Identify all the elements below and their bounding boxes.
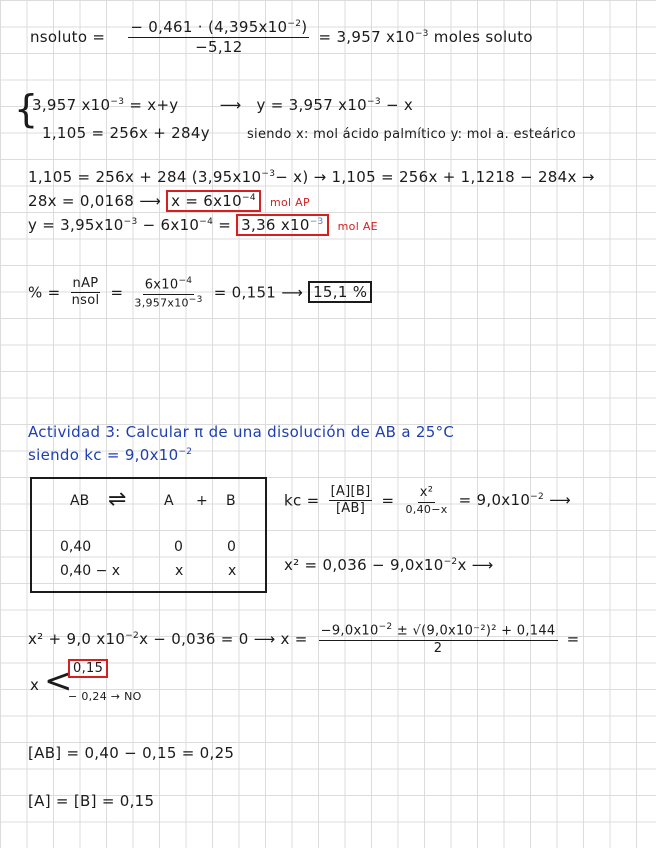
system-eq1-left: 3,957 $x10^{-3}$ [32,96,125,114]
nsoluto-fraction [128,18,309,57]
equilibrium-b: x [228,563,237,579]
percent-result-box: 15,1 % [308,281,372,303]
line-percentage: % = $\frac{\text{nAP}}{\text{nsol}}$ = $\frac{6x10^{-4}}{3,957x10^{-3}}$ = 0,151 ⟶ 15,1 % [28,276,372,310]
nsoluto-numerator: − $0,461 \cdot (4,395x10^{-2})$ [130,18,308,36]
solve-x-expression: 28x = 0,0168 ⟶ [28,192,162,210]
variable-definitions: siendo x: mol ácido palmítico y: mol a. esteárico [246,127,577,142]
nsoluto-label: nsoluto = [30,27,106,46]
arrow: ⟶ [219,96,242,114]
initial-a: 0 [174,539,183,555]
y-expression-computed: $y = 3,95x10^{-3} - 6x10^{-4}$ = [28,216,232,234]
species-a: A [164,493,174,509]
percent-decimal: = 0,151 ⟶ [213,283,304,302]
ratio-fraction: $\frac{\text{nAP}}{\text{nsol}}$ [71,276,100,309]
line-substitution: 1,105 = 256x + 284 $(3,95x10^{-3}- x) \to 1,105 = 256x + 1,1218 - 284x$ → [28,168,595,186]
line-ab-concentration: [AB] = 0,40 − 0,15 = 0,25 [28,744,235,762]
mol-ae-note: mol AE [337,220,378,233]
species-ab: AB [70,493,90,509]
line-system-1 [32,96,413,114]
line-nsoluto [30,18,533,57]
line-quadratic: x² + 9,0 $x10^{-2}x - 0,036 = 0$ ⟶ x = $\frac{-9,0x10^{-2} \pm √(9,0x10^{-2})^2 + 0,144}{2}$ = [28,622,580,656]
x-result-box: $x = 6x10^{-4}$ [166,190,261,212]
quadratic-equation: x² + 9,0 $x10^{-2}x - 0,036 = 0$ ⟶ x = [28,629,308,648]
positive-root-box: 0,15 [68,659,108,678]
solution-branch: < [44,661,73,701]
nsoluto-denominator: −5,12 [195,37,243,56]
solution-x-label: x [30,676,40,694]
equals-sign: = [318,27,332,46]
activity-kc-given: siendo kc = $9,0x10^{-2}$ [28,446,193,464]
line-system-2 [42,124,576,142]
line-solve-x [28,192,310,210]
initial-b: 0 [227,539,236,555]
positive-root [68,658,108,676]
negative-root: − 0,24 → NO [68,690,142,703]
y-result-box: 3,36 $x10^{-3}$ [236,214,328,236]
quadratic-formula: $\frac{-9,0x10^{-2} \pm √(9,0x10^{-2})^2 + 0,144}{2}$ [320,622,556,656]
plus-sign: + [196,493,208,509]
mol-ap-note: mol AP [269,196,310,209]
y-expression: y = 3,957 $x10^{-3} - x$ [256,96,414,114]
initial-ab: 0,40 [60,539,92,555]
line-kc-expression: kc = $\frac{[A][B]}{[AB]}$ = $\frac{\text{x²}}{0,40-x}$ = $9,0x10^{-2}$ ⟶ [284,484,571,517]
value-fraction: $\frac{6x10^{-4}}{3,957x10^{-3}}$ [134,276,203,310]
line-x-squared: $x^2 = 0,036 - 9,0x10^{-2}x$ ⟶ [284,556,494,574]
system-eq1-right: = x+y [129,96,179,114]
equilibrium-ab: 0,40 − x [60,563,121,579]
system-eq2: 1,105 = 256x + 284y [42,124,210,142]
system-brace: { [14,87,39,131]
ice-table [30,477,267,593]
line-a-b-concentration: [A] = [B] = 0,15 [28,792,155,810]
equilibrium-arrow: ⇌ [108,487,127,512]
percent-label: % = [28,283,61,302]
equilibrium-a: x [175,563,184,579]
line-solve-y [28,216,378,234]
kc-x-fraction: $\frac{\text{x²}}{0,40-x}$ [405,485,448,516]
kc-concentration-fraction: $\frac{[A][B]}{[AB]}$ [330,484,371,517]
nsoluto-result: 3,957 $x10^{-3}$ moles soluto [336,27,533,46]
activity-heading: Actividad 3: Calcular π de una disolución de AB a 25°C [28,423,455,441]
species-b: B [226,493,236,509]
